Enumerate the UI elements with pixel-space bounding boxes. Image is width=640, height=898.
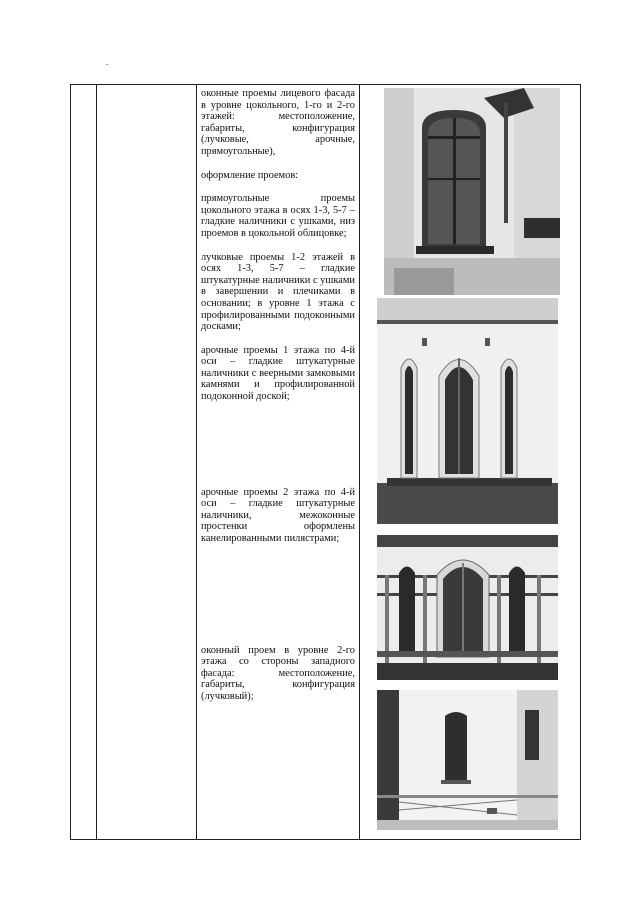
- scan-speck: [106, 64, 108, 65]
- cell-category: [97, 85, 197, 840]
- photo-rectangular-window: [384, 88, 560, 295]
- paragraph-west-facade-opening: оконный проем в уровне 2-го этажа со стороны западного фасада: местоположение, габариты, конфигурация (лучковый);: [201, 644, 355, 702]
- paragraph-arched-openings-floor-2: арочные проемы 2 этажа по 4-й оси – гладкие штукатурные наличники, межоконные простенки оформлены канелированными пилястрами;: [201, 486, 355, 545]
- cell-description: [197, 85, 360, 840]
- photo-arched-windows-floor-2: [377, 535, 558, 680]
- paragraph-arched-openings-floor-1: арочные проемы 1 этажа по 4-й оси – гладкие штукатурные наличники с веерными замковыми камнями и профилированной подоконной доской;: [201, 344, 355, 403]
- photo-west-facade-window: [377, 690, 558, 830]
- paragraph-openings-decoration: оформление проемов:: [201, 169, 299, 181]
- paragraph-segmental-openings: лучковые проемы 1-2 этажей в осях 1-3, 5-7 – гладкие штукатурные наличники с ушками в завершении и плечиками в основании; в уровне 1 этажа с профилированными подоконными досками;: [201, 251, 355, 333]
- table-row: [71, 85, 581, 840]
- cell-number: [71, 85, 97, 840]
- paragraph-rectangular-openings: прямоугольные проемы цокольного этажа в осях 1-3, 5-7 – гладкие наличники с ушками, низ проемов в цокольной облицовке;: [201, 193, 355, 239]
- paragraph-window-openings: оконные проемы лицевого фасада в уровне цокольного, 1-го и 2-го этажей: местоположение, габариты, конфигурация (лучковые, арочные, прямоугольные),: [201, 88, 355, 157]
- cell-photos: [360, 85, 581, 840]
- protection-subject-table: [70, 84, 581, 840]
- photo-arched-windows-floor-1: [377, 298, 558, 524]
- description-text: [197, 85, 359, 703]
